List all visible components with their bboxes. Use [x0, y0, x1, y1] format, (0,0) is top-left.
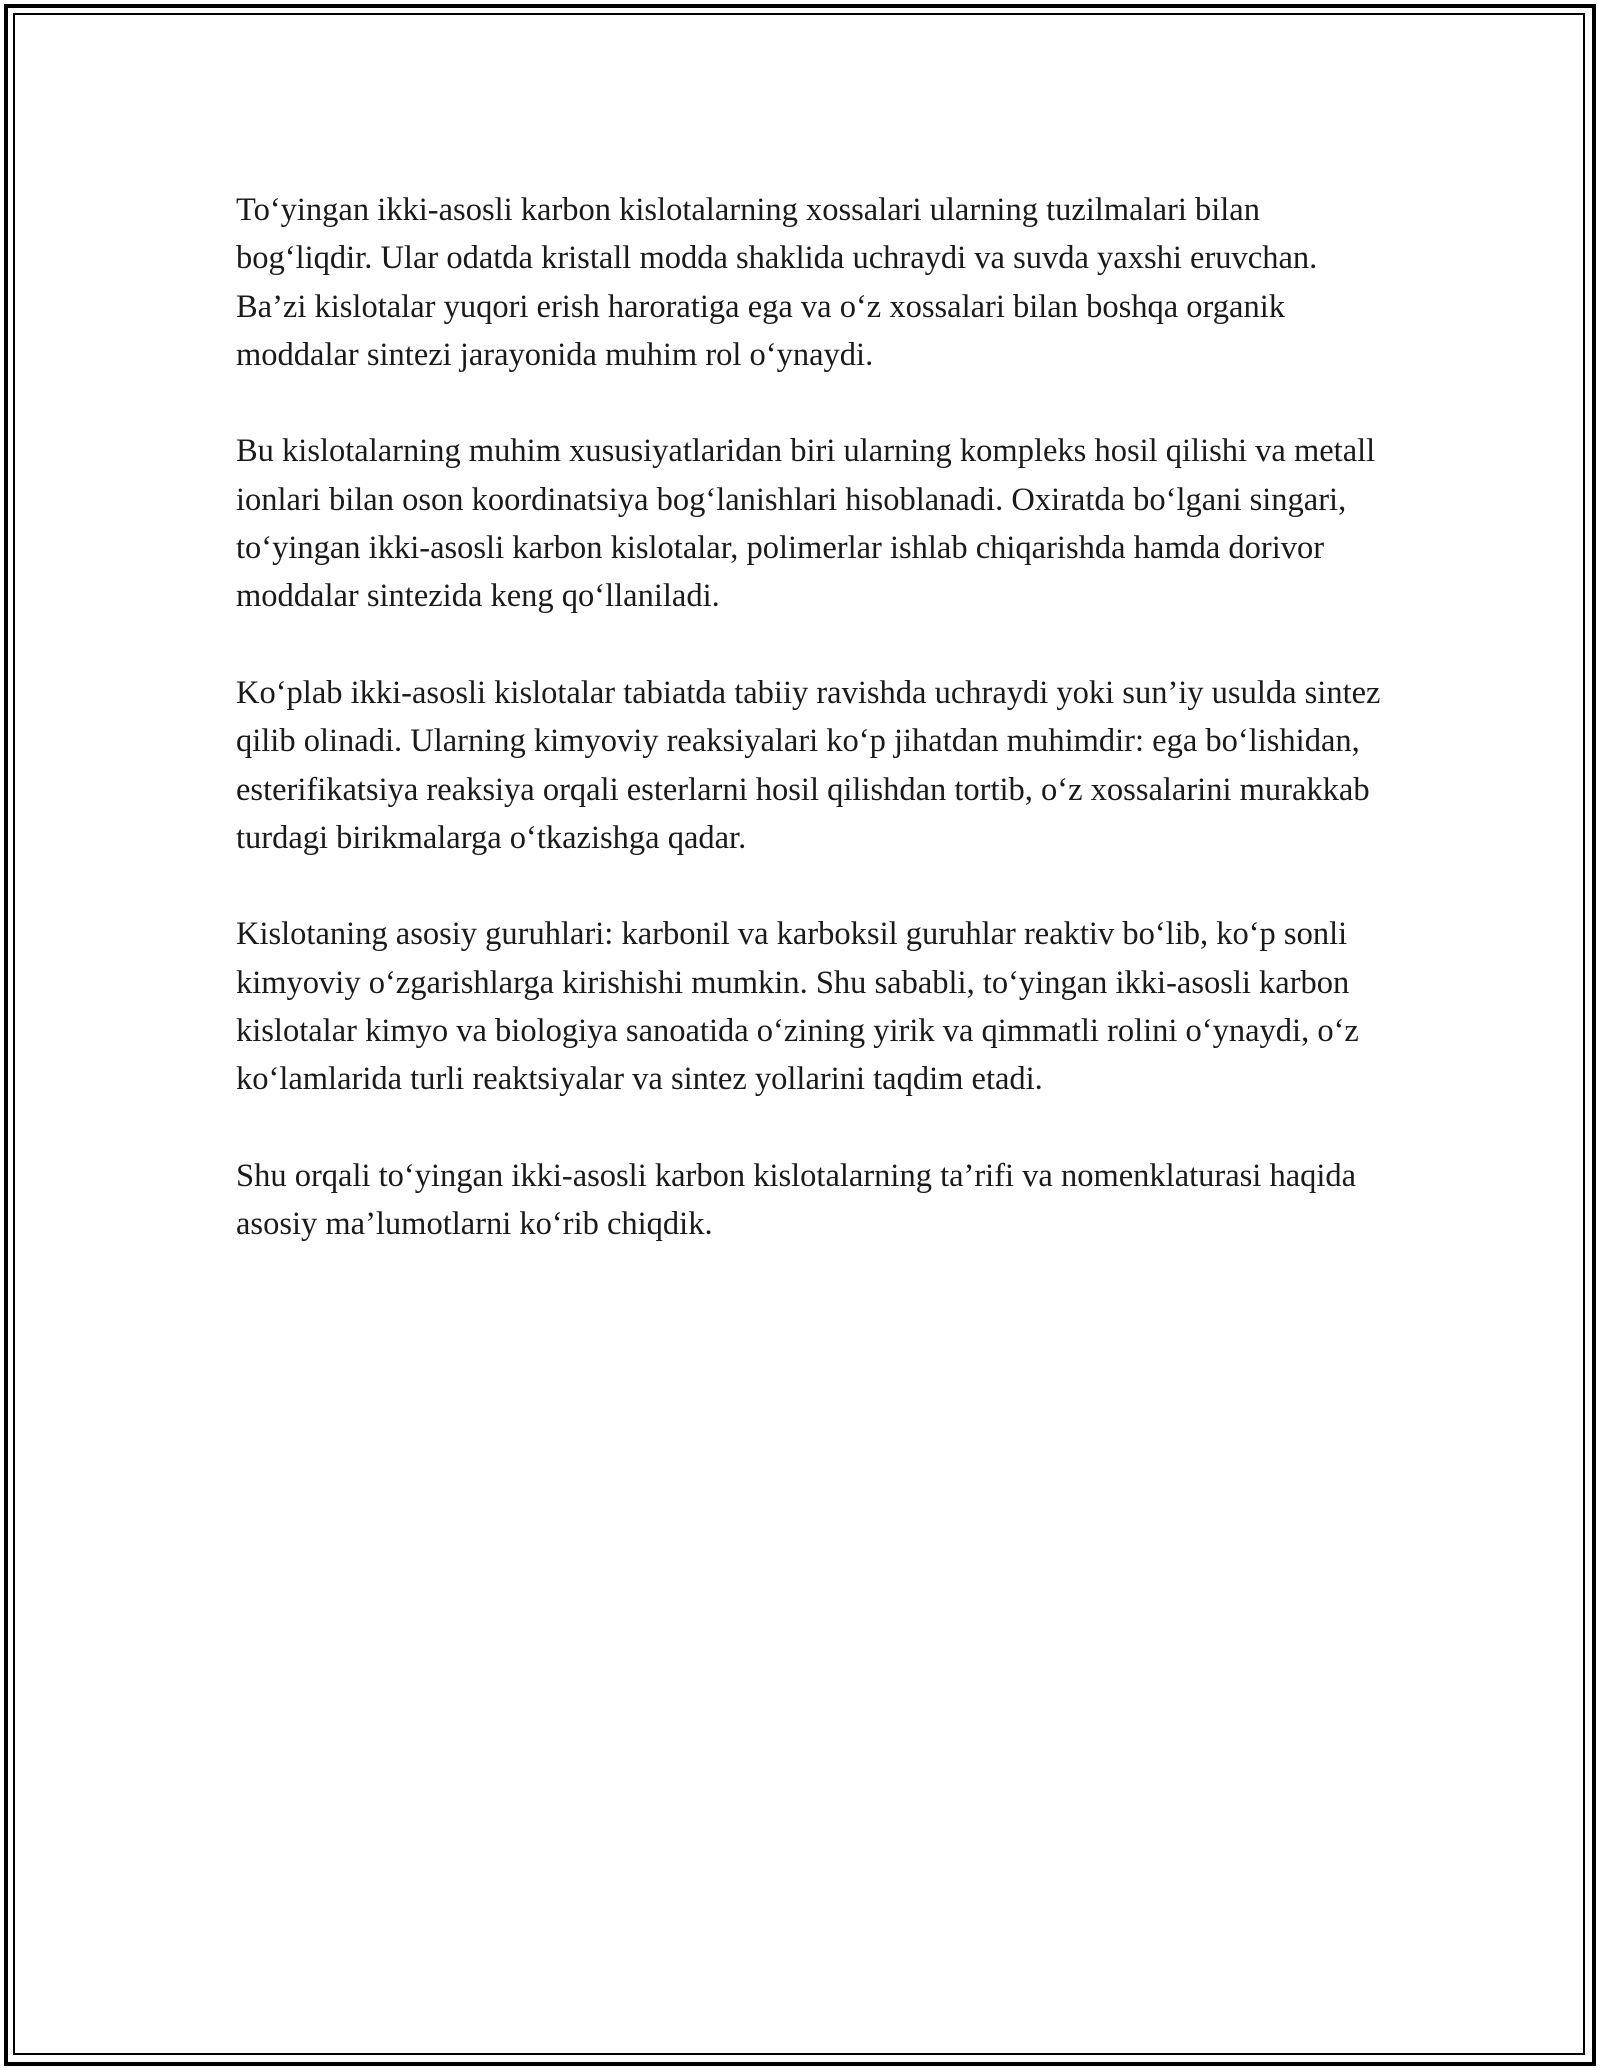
paragraph-2: Bu kislotalarning muhim xususiyatlaridan biri ularning kompleks hosil qilishi va metall ionlari bilan oson koordinatsiya bog‘lanishlari hisoblanadi. Oxiratda bo‘lgani singari, to‘yingan ikki-asosli karbon kislotalar, polimerlar ishlab chiqarishda hamda dorivor moddalar sintezida keng qo‘llaniladi. — [236, 433, 1376, 615]
paragraph-1: To‘yingan ikki-asosli karbon kislotalarning xossalari ularning tuzilmalari bilan bog‘liqdir. Ular odatda kristall modda shaklida uchraydi va suvda yaxshi eruvchan. Ba’zi kislotalar yuqori erish haroratiga ega va o‘z xossalari bilan boshqa organik moddalar sintezi jarayonida muhim rol o‘ynaydi. — [236, 192, 1318, 373]
paragraph-5: Shu orqali to‘yingan ikki-asosli karbon kislotalarning ta’rifi va nomenklaturasi haqida asosiy ma’lumotlarni ko‘rib chiqdik. — [236, 1157, 1357, 1243]
paragraph-3: Ko‘plab ikki-asosli kislotalar tabiatda tabiiy ravishda uchraydi yoki sun’iy usulda sintez qilib olinadi. Ularning kimyoviy reaksiyalari ko‘p jihatdan muhimdir: ega bo‘lishidan, esterifikatsiya reaksiya orqali esterlarni hosil qilishdan tortib, o‘z xossalarini murakkab turdagi birikmalarga o‘tkazishga qadar. — [236, 674, 1381, 856]
paragraph-4: Kislotaning asosiy guruhlari: karbonil va karboksil guruhlar reaktiv bo‘lib, ko‘p sonli kimyoviy o‘zgarishlarga kirishishi mumkin. Shu sababli, to‘yingan ikki-asosli karbon kislotalar kimyo va biologiya sanoatida o‘zining yirik va qimmatli rolini o‘ynaydi, o‘z ko‘lamlarida turli reaktsiyalar va sintez yollarini taqdim etadi. — [236, 916, 1359, 1098]
document-body — [236, 186, 1386, 1297]
